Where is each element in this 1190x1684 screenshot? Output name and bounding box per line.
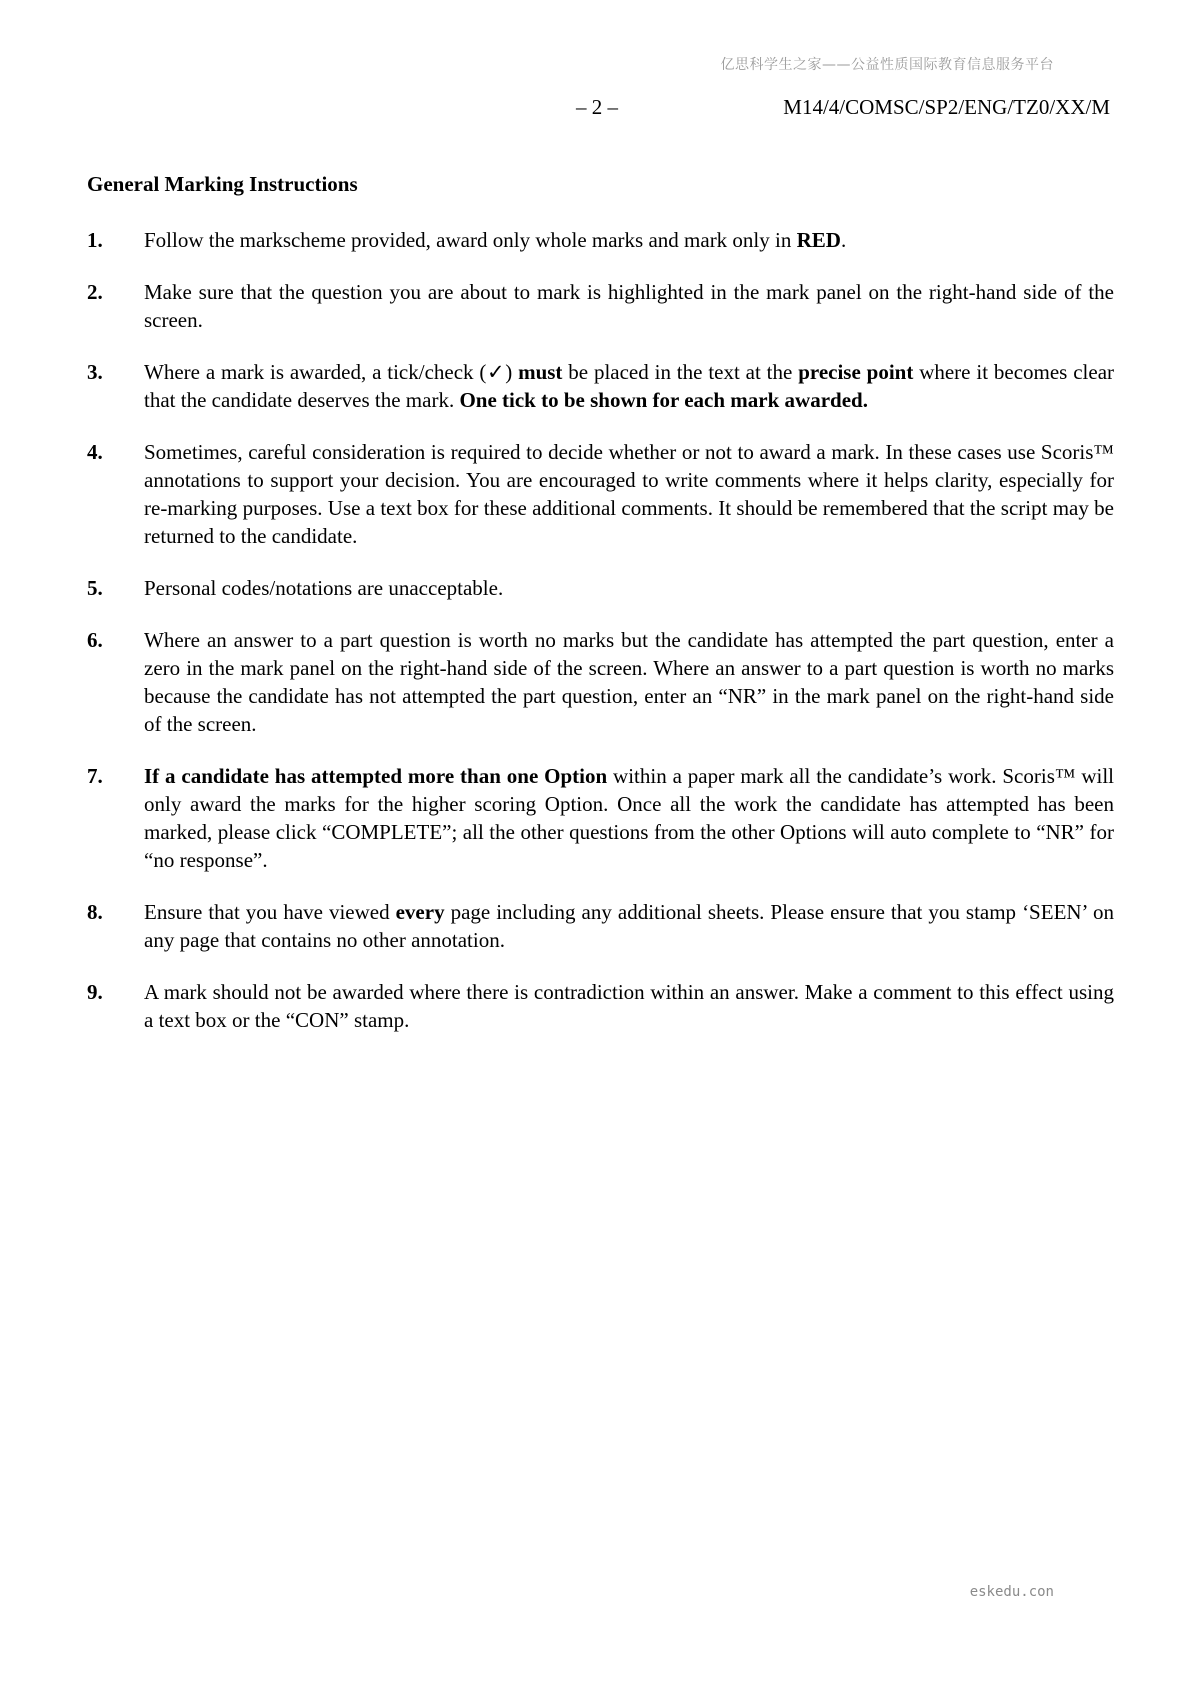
text-segment: within a paper mark all the candidate’s work. Scoris™ will only award the marks for the higher scoring Option. Once all the work the candidate has attempted has been marked, please click “COMPLETE”; all the other questions from the other Options will auto complete to “NR” for “no response”. — [144, 764, 1114, 872]
list-item — [87, 278, 1114, 334]
list-item — [87, 898, 1114, 954]
list-item-text — [144, 762, 1114, 874]
list-item-text — [144, 226, 1114, 254]
page-number: – 2 – — [576, 95, 618, 119]
list-item-text — [144, 358, 1114, 414]
text-segment: A mark should not be awarded where there is contradiction within an answer. Make a comment to this effect using a text box or the “CON” stamp. — [144, 980, 1114, 1032]
document-code: M14/4/COMSC/SP2/ENG/TZ0/XX/M — [783, 95, 1110, 119]
text-segment: Ensure that you have viewed — [144, 900, 396, 924]
text-segment: Follow the markscheme provided, award only whole marks and mark only in — [144, 228, 797, 252]
list-item — [87, 226, 1114, 254]
bold-text: One tick to be shown for each mark awarded. — [459, 388, 868, 412]
list-item-number: 6. — [87, 628, 103, 652]
list-item — [87, 574, 1114, 602]
text-segment: be placed in the text at the — [562, 360, 799, 384]
page-title: General Marking Instructions — [87, 172, 358, 196]
list-item-text — [144, 278, 1114, 334]
text-segment: Where a mark is awarded, a tick/check (✓) — [144, 360, 519, 384]
list-item-number: 5. — [87, 576, 103, 600]
list-item-text — [144, 574, 1114, 602]
list-item-number: 1. — [87, 228, 103, 252]
list-item — [87, 762, 1114, 874]
text-segment: Make sure that the question you are about to mark is highlighted in the mark panel on the right-hand side of the screen. — [144, 280, 1114, 332]
instruction-list — [87, 226, 1114, 1058]
text-segment: . — [840, 228, 847, 252]
list-item — [87, 978, 1114, 1034]
list-item-text — [144, 626, 1114, 738]
list-item — [87, 626, 1114, 738]
list-item-number: 9. — [87, 980, 103, 1004]
list-item-number: 3. — [87, 360, 103, 384]
list-item-text — [144, 978, 1114, 1034]
bold-text: every — [395, 900, 445, 924]
bold-text: If a candidate has attempted more than one Option — [144, 764, 608, 788]
text-segment: page including any additional sheets. Please ensure that you stamp ‘SEEN’ on any page that contains no other annotation. — [144, 900, 1114, 952]
footer-watermark: eskedu.con — [969, 1584, 1054, 1600]
list-item — [87, 358, 1114, 414]
bold-text: precise point — [798, 360, 914, 384]
text-segment: Sometimes, careful consideration is required to decide whether or not to award a mark. In these cases use Scoris™ annotations to support your decision. You are encouraged to write comments where it helps clarity, especially for re-marking purposes. Use a text box for these additional comments. It should be remembered that the script may be returned to the candidate. — [144, 440, 1114, 548]
list-item-text — [144, 438, 1114, 550]
list-item-number: 4. — [87, 440, 103, 464]
list-item-number: 7. — [87, 764, 103, 788]
list-item-number: 8. — [87, 900, 103, 924]
bold-text: RED — [796, 228, 841, 252]
text-segment: Personal codes/notations are unacceptable. — [144, 576, 504, 600]
bold-text: must — [518, 360, 563, 384]
watermark-text: 亿思科学生之家——公益性质国际教育信息服务平台 — [720, 57, 1054, 73]
text-segment: Where an answer to a part question is worth no marks but the candidate has attempted the part question, enter a zero in the mark panel on the right-hand side of the screen. Where an answer to a part question is worth no marks because the candidate has not attempted the part question, enter an “NR” in the mark panel on the right-hand side of the screen. — [144, 628, 1114, 736]
list-item — [87, 438, 1114, 550]
list-item-number: 2. — [87, 280, 103, 304]
list-item-text — [144, 898, 1114, 954]
text-segment: where it becomes clear that the candidate deserves the mark. — [144, 360, 1115, 412]
